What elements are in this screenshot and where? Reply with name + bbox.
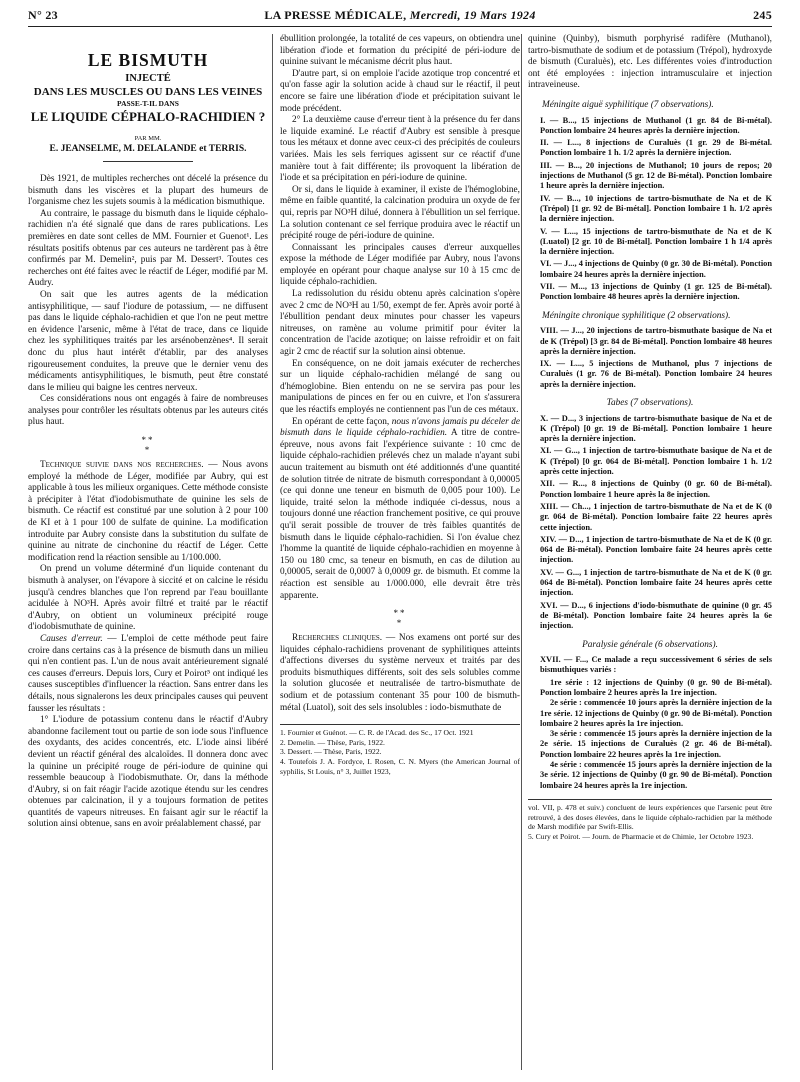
issue-date: Mercredi, 19 Mars 1924 <box>409 8 536 22</box>
paragraph: On sait que les autres agents de la médication antisyphilitique, — sauf l'iodure de potassium, — ne diffusent pas dans le liquide céphalo-rachidien et que l'on ne peut mettre en évidence l'arsenic, même à l'état de trace, dans ce liquide chez les syphilitiques traités par les arsénobenzènes⁴. Il serait donc du plus haut intérêt d'établir, par des analyses rigoureusement conduites, la preuve que le dernier venu des médicaments antisyphilitiques, le bismuth, peut être constaté dans le milieu qui baigne les centres nerveux. <box>28 289 268 393</box>
paragraph: 1° L'iodure de potassium contenu dans le réactif d'Aubry abandonne facilement tout ou partie de son iode sous l'influence des oxydants, des acides concentrés, etc. L'iode ainsi libéré devient un réactif général des alcaloïdes. Il donnera donc avec la quinine un précipité rouge de péri-iodure de quinine qui ressemble beaucoup à l'iodobismuthate. Or, dans la méthode d'Aubry, si on fait réagir l'acide azotique étendu sur les cendres obtenues par calcination, il y a toujours formation de petites quantités de vapeurs nitreuses. En faisant agir sur le réactif la solution ainsi obtenue, sans en avoir préalablement chassé, par <box>28 715 268 830</box>
case-entry: XIV. — D..., 1 injection de tartro-bismuthate de Na et de K (0 gr. 064 de Bi-métal). Ponction lombaire faite 24 heures après cette injection. <box>540 534 772 565</box>
title-line-2: INJECTÉ <box>125 73 171 84</box>
paragraph: Connaissant les principales causes d'erreur auxquelles expose la méthode de Léger modifiée par Aubry, nous l'avons employée en opérant pour chaque analyse sur 10 à 15 cmc de liquide céphalo-rachidien. <box>280 242 520 288</box>
paragraph: 2° La deuxième cause d'erreur tient à la présence du fer dans le liquide examiné. Le réactif d'Aubry est sensible à presque tous les métaux et donne avec ceux-ci des précipités de couleurs variées. Mais les sels ferriques agissent sur ce réactif d'une manière tout à fait différente; ils provoquent la libération de l'iode et sa précipitation en péri-iodure de quinine. <box>280 115 520 184</box>
authors: E. JEANSELME, M. DELALANDE et TERRIS. <box>49 144 247 154</box>
column-2 <box>280 34 520 1074</box>
case-entry: III. — B..., 20 injections de Muthanol; 10 jours de repos; 20 injections de Muthanol (5 gr. 12 de Bi-métal). Ponction lombaire 1 heure après la dernière injection. <box>540 160 772 191</box>
case-entry: X. — D..., 3 injections de tartro-bismuthate basique de Na et de K (Trépol) [0 gr. 19 de Bi-métal]. Ponction lombaire 1 heure après la dernière injection. <box>540 413 772 444</box>
case-entry: II. — L..., 8 injections de Curaluès (1 gr. 29 de Bi-métal. Ponction lombaire 1 h. 1/2 après la dernière injection. <box>540 138 772 158</box>
paragraph: Or si, dans le liquide à examiner, il existe de l'hémoglobine, même en faible quantité, la calcination produira un oxyde de fer qui, repris par NO³H dilué, donnera à l'ébullition un sel ferrique. La solution contenant ce sel ferrique produira avec le réactif un précipité rouge de péri-iodure de quinine. <box>280 184 520 242</box>
section-text: — L'emploi de cette méthode peut faire croire dans certains cas à la présence de bismuth dans un milieu qui n'en contient pas. L'un de nous avait antérieurement signalé ces causes d'erreurs. Depuis lors, Cury et Poirot⁵ ont indiqué les causes susceptibles d'influencer la réaction. Sans entrer dans les détails, nous signalerons les deux principales causes qui peuvent fausser les résultats : <box>28 633 268 714</box>
paragraph: On prend un volume déterminé d'un liquide contenant du bismuth à analyser, on l'évapore à siccité et on calcine le résidu jusqu'à cendres blanches que l'on reprend par l'eau bouillante acidulée à NO³H. Après avoir filtré et traité par le réactif d'Aubry, on obtient un volumineux précipité rouge d'iodobismuthate de quinine. <box>28 564 268 633</box>
case-entry: XII. — R..., 8 injections de Quinby (0 gr. 60 de Bi-métal). Ponction lombaire 1 heure après la 8e injection. <box>540 479 772 499</box>
page-number: 245 <box>753 8 772 22</box>
footnote: 1. Fournier et Guénot. — C. R. de l'Acad. des Sc., 17 Oct. 1921 <box>280 728 474 738</box>
section-stars: ** * <box>393 608 407 629</box>
title-divider <box>103 161 193 162</box>
paragraph <box>280 417 520 603</box>
paragraph: D'autre part, si on emploie l'acide azotique trop concentré et qu'on fasse agir la solution acide à chaud sur le réactif, il peut encore se faire une libération d'iode et précipitation suivant le mode précédent. <box>280 68 520 114</box>
paragraph: Ces considérations nous ont engagés à faire de nombreuses analyses pour contrôler les résultats obtenus par les auteurs cités plus haut. <box>28 394 268 428</box>
footnote: 4. Toutefois J. A. Fordyce, I. Rosen, C. N. Myers (the American Journal of syphilis, St Louis, n° 3, Juillet 1923, <box>280 757 520 776</box>
paragraph <box>280 633 520 714</box>
paragraph: ébullition prolongée, la totalité de ces vapeurs, on obtiendra une libération d'iode et formation du précipité de péri-iodure de quinine suivant le mécanisme décrit plus haut. <box>280 34 520 68</box>
observation-heading: Méningite aiguë syphilitique (7 observations). <box>542 99 714 110</box>
paragraph: La redissolution du résidu obtenu après calcination s'opère avec 2 cmc de NO³H au 1/50, exempt de fer. Après avoir porté à l'ébullition pendant deux minutes pour chasser les vapeurs nitreuses, on ramène au volume primitif pour éviter la concentration de l'acide azotique; on laisse refroidir et on fait agir 2 cmc de réactif sur la solution ainsi obtenue. <box>280 289 520 358</box>
case-entry: VIII. — J..., 20 injections de tartro-bismuthate basique de Na et de K (Trépol) [3 gr. 84 de Bi-métal]. Ponction lombaire 48 heures après la dernière injection. <box>540 326 772 356</box>
case-entry: XVII. — F..., Ce malade a reçu successivement 6 séries de sels bismuthiques variés : <box>540 655 772 675</box>
emphasis: nous n'avons jamais pu déceler de bismuth dans le liquide céphalo-rachidien. <box>280 416 520 439</box>
issue-number: N° 23 <box>28 8 58 22</box>
section-stars: ** * <box>141 435 155 456</box>
section-text: — Nous avons employé la méthode de Léger, modifiée par Aubry, qui est applicable à tous les milieux organiques. Cette méthode consiste à précipiter à l'état d'iodobismuthate de quinine les sels de bismuth. Ce réactif est constitué par une solution à 2 pour 100 de KI et à 1 pour 100 de sulfate de quinine. La modification introduite par Aubry consiste dans la substitution du sulfate de quinine au nitrate de cinchonine du réactif de Léger. Cette modification rend la réaction sensible au 1/100.000. <box>28 460 268 563</box>
column-rule <box>521 34 522 1070</box>
section-heading: Recherches cliniques. <box>292 633 383 644</box>
text: En opérant de cette façon, <box>292 416 390 427</box>
page-header <box>28 8 772 27</box>
paragraph: En conséquence, on ne doit jamais exécuter de recherches sur un liquide céphalo-rachidien mélangé de sang ou d'hémoglobine. Bien entendu on ne se servira pas pour les manipulations de pinces en fer ou en cuivre, et l'on s'assurera que les réactifs employés ne contiennent pas l'un de ces métaux. <box>280 358 520 415</box>
footnote: 2. Demelin. — Thèse, Paris, 1922. <box>280 737 385 747</box>
footnote: 5. Cury et Poirot. — Journ. de Pharmacie et de Chimie, 1er Octobre 1923. <box>528 831 754 841</box>
series-entry: 3e série : commencée 15 jours après la dernière injection de la 2e série. 15 injections de Curaluès (2 gr. 46 de Bi-métal). Ponction lombaire 22 heures après la 1re injection. <box>540 729 772 759</box>
case-entry: XI. — G..., 1 injection de tartro-bismuthate basique de Na et de K (Trépol) [0 gr. 064 de Bi-métal]. Ponction lombaire 1 h. 1/2 après cette injection. <box>540 446 772 477</box>
paragraph <box>28 460 268 564</box>
title-line-5: LE LIQUIDE CÉPHALO-RACHIDIEN ? <box>30 109 266 124</box>
article-title: LE BISMUTH <box>87 50 209 70</box>
case-entry: XIII. — Ch..., 1 injection de tartro-bismuthate de Na et de K (0 gr. 064 de Bi-métal). Ponction lombaire faite 22 heures après cette injection. <box>540 501 772 532</box>
observation-heading: Méningite chronique syphilitique (2 observations). <box>542 310 731 321</box>
observation-heading: Paralysie générale (6 observations). <box>582 639 718 650</box>
case-entry: I. — B..., 15 injections de Muthanol (1 gr. 84 de Bi-métal). Ponction lombaire 24 heures après la dernière injection. <box>540 115 772 135</box>
case-entry: VII. — M..., 13 injections de Quinby (1 gr. 125 de Bi-métal). Ponction lombaire 48 heures après la dernière injection. <box>540 282 772 302</box>
paragraph: Au contraire, le passage du bismuth dans le liquide céphalo-rachidien n'a été signalé que dans de rares publications. Les premières en date sont celles de MM. Fournier et Guenot¹. Les résultats positifs obtenus par ces auteurs ne tardèrent pas à être confirmés par M. Demelin², puis par M. Dessert³. Toutes ces recherches ont été faites avec le réactif de Léger, modifié par M. Audry. <box>28 208 268 289</box>
paragraph: Dès 1921, de multiples recherches ont décelé la présence du bismuth dans les viscères et la plupart des humeurs de l'organisme chez les sujets soumis à la médication bismuthique. <box>28 174 268 208</box>
footnotes <box>528 799 772 841</box>
footnote: 3. Dessert. — Thèse, Paris, 1922. <box>280 747 382 757</box>
case-entry: XVI. — D..., 6 injections d'iodo-bismuthate de quinine (0 gr. 45 de Bi-métal). Ponction lombaire faite 24 heures après la 6e injection. <box>540 600 772 631</box>
observation-heading: Tabes (7 observations). <box>606 397 694 408</box>
column-rule <box>272 34 273 1070</box>
section-text: — Nos examens ont porté sur des liquides céphalo-rachidiens provenant de syphilitiques atteints d'affections diverses du système nerveux et traités par des produits bismuthiques différents, soit des sels solubles comme la solution glucosée et neutralisée de tartro-bismuthate de sodium et de potassium contenant 35 pour 100 de bismuth-métal (Luatol), soit des sels insolubles : iodo-bismuthate de <box>280 633 520 713</box>
series-entry: 2e série : commencée 10 jours après la dernière injection de la 1re série. 12 injections de Quinby (0 gr. 90 de Bi-métal). Ponction lombaire 2 heures après la 1re injection. <box>540 698 772 728</box>
case-entry: V. — L..., 15 injections de tartro-bismuthate de Na et de K (Luatol) [2 gr. 10 de Bi-métal]. Ponction lombaire 1 h 1/4 après la dernière injection. <box>540 226 772 257</box>
subsection-heading: Causes d'erreur. <box>40 633 103 644</box>
series-entry: 4e série : commencée 15 jours après la dernière injection de la 3e série. 12 injections de Quinby (0 gr. 90 de Bi-métal). Ponction lombaire 24 heures après la 1re injection. <box>540 760 772 790</box>
column-3 <box>528 34 772 1074</box>
case-entry: IV. — B..., 10 injections de tartro-bismuthate de Na et de K (Trépol) [1 gr. 92 de Bi-métal]. Ponction lombaire 1 h. 1/2 après la dernière injection. <box>540 193 772 224</box>
title-line-3: DANS LES MUSCLES OU DANS LES VEINES <box>33 86 263 98</box>
series-entry: 1re série : 12 injections de Quinby (0 gr. 90 de Bi-métal). Ponction lombaire 2 heures après la 1re injection. <box>540 677 772 697</box>
case-entry: XV. — G..., 1 injection de tartro-bismuthate de Na et de K (0 gr. 064 de Bi-métal). Ponction lombaire faite 24 heures après cette injection. <box>540 567 772 598</box>
journal-name: LA PRESSE MÉDICALE, <box>264 8 407 22</box>
footnote: vol. VII, p. 478 et suiv.) concluent de leurs expériences que l'arsenic peut être retrouvé, à des doses élevées, dans le liquide céphalo-rachidien par la méthode de Marsh modifiée par Swift-Ellis. <box>528 802 772 832</box>
by-line: PAR MM. <box>134 135 162 142</box>
case-entry: IX. — L..., 5 injections de Muthanol, plus 7 injections de Curaluès (1 gr. 76 de Bi-métal). Ponction lombaire 24 heures après la dernière injection. <box>540 359 772 389</box>
column-1 <box>28 34 268 1074</box>
case-entry: VI. — J..., 4 injections de Quinby (0 gr. 30 de Bi-métal). Ponction lombaire 24 heures après la dernière injection. <box>540 259 772 279</box>
title-line-4: PASSE-T-IL DANS <box>117 99 179 108</box>
paragraph: quinine (Quinby), bismuth porphyrisé radifère (Muthanol), tartro-bismuthate de sodium et de potassium (Trépol), hydroxyde de bismuth (Curaluès), etc. Les différentes voies d'introduction ont été employées : injection intramusculaire et injection intraveineuse. <box>528 34 772 91</box>
journal-line <box>28 10 772 22</box>
footnotes <box>280 724 520 776</box>
text: A titre de contre-épreuve, nous avons fait l'expérience suivante : 10 cmc de liquide céphalo-rachidien prélevés chez un malade n'ayant subi aucun traitement au bismuth ont été additionnés d'une quantité de solution titrée de nitrate de bismuth correspondant à 0,00005 (ce qui donne une teneur en bismuth de 0,005 pour 100). Le liquide, traité selon la méthode indiquée ci-dessus, nous a toujours donné une réaction franchement positive, ce qui prouve qu'il serait possible de trouver de très faibles quantités de bismuth dans le liquide céphalo-rachidien. Si l'on évalue chez l'homme la quantité de liquide céphalo-rachidien en moyenne à 150 ou 180 cmc, sa teneur en bismuth, en cas de dilution au 0,00005, serait de 0,0007 à 0,0009 gr. de bismuth. Et comme la réaction est sensible au 1/000.000, elle devrait être très apparente. <box>280 428 520 601</box>
section-heading: Technique suivie dans nos recherches. <box>40 460 204 471</box>
paragraph <box>28 634 268 715</box>
